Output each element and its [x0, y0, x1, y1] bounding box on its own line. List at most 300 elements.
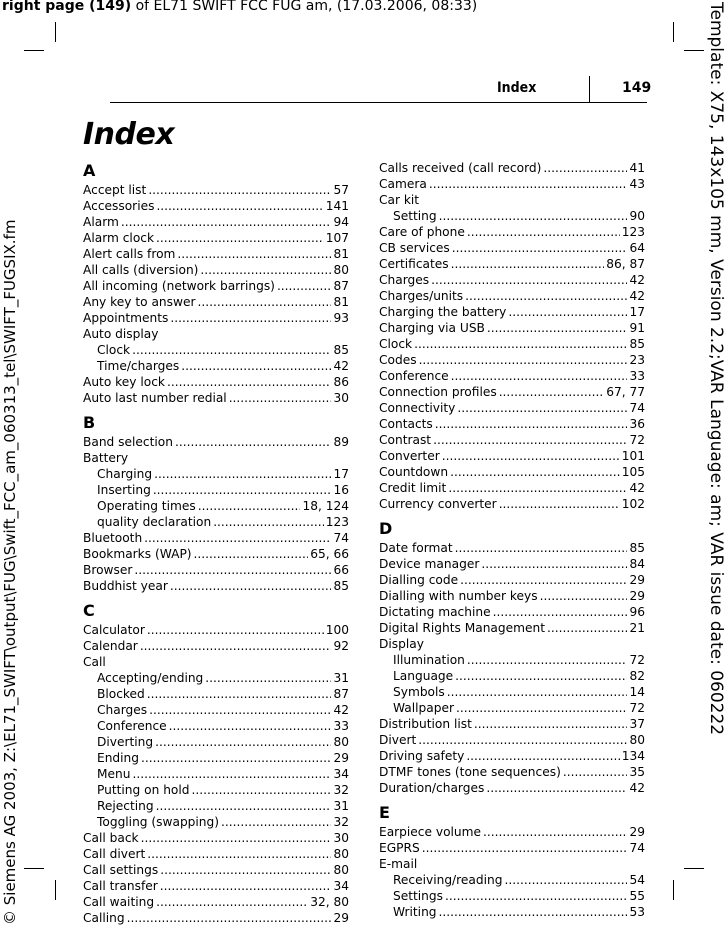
index-entry-page: 87 — [333, 279, 349, 293]
dot-leader — [192, 782, 332, 798]
index-entry — [379, 448, 645, 464]
dot-leader — [156, 894, 308, 910]
index-entry-page: 102 — [621, 497, 645, 511]
index-entry-label: Battery — [83, 451, 129, 465]
index-entry — [379, 272, 645, 288]
dot-leader — [452, 240, 628, 256]
index-entry-label: Call back — [83, 831, 139, 845]
index-entry-page: 90 — [629, 209, 645, 223]
dot-leader — [153, 482, 332, 498]
dot-leader — [127, 910, 332, 926]
dot-leader — [194, 546, 309, 562]
index-entry-label: Call divert — [83, 847, 146, 861]
index-entry — [379, 840, 645, 856]
dot-leader — [431, 272, 627, 288]
running-header — [2, 0, 477, 14]
index-entry-page: 23 — [629, 353, 645, 367]
index-subentry — [379, 668, 645, 684]
index-entry-label: Language — [393, 669, 454, 683]
dot-leader — [140, 638, 332, 654]
index-entry-label: Currency converter — [379, 497, 497, 511]
index-entry-page: 55 — [629, 889, 645, 903]
index-subentry — [83, 750, 349, 766]
dot-leader — [205, 670, 331, 686]
index-entry — [379, 304, 645, 320]
index-entry-label: Ending — [97, 751, 140, 765]
index-entry-page: 53 — [629, 905, 645, 919]
dot-leader — [144, 530, 331, 546]
index-entry-page: 85 — [333, 343, 349, 357]
dot-leader — [499, 496, 620, 512]
index-entry-label: Duration/charges — [379, 781, 485, 795]
index-entry-page: 31 — [333, 799, 349, 813]
dot-leader — [467, 652, 628, 668]
index-entry-label: Auto display — [83, 327, 159, 341]
index-subentry — [83, 734, 349, 750]
index-letter-heading: B — [83, 413, 96, 432]
index-entry — [83, 546, 349, 562]
index-entry-label: Device manager — [379, 557, 480, 571]
index-entry-label: Toggling (swapping) — [97, 815, 220, 829]
index-entry-page: 30 — [333, 391, 349, 405]
index-group-heading — [379, 636, 645, 652]
dot-leader — [200, 262, 331, 278]
index-entry-page: 31 — [333, 671, 349, 685]
dot-leader — [451, 368, 628, 384]
index-entry-label: Date format — [379, 541, 453, 555]
index-entry — [379, 716, 645, 732]
index-entry-page: 41 — [629, 161, 645, 175]
index-entry-label: Credit limit — [379, 481, 447, 495]
dot-leader — [156, 798, 332, 814]
index-entry — [83, 878, 349, 894]
index-entry — [83, 310, 349, 326]
index-entry-page: 64 — [629, 241, 645, 255]
dot-leader — [160, 878, 332, 894]
index-entry-page: 86, 87 — [606, 257, 645, 271]
index-entry-page: 29 — [629, 589, 645, 603]
index-entry-label: Charges — [379, 273, 430, 287]
index-subentry — [83, 718, 349, 734]
dot-leader — [466, 748, 619, 764]
index-entry — [83, 846, 349, 862]
index-entry-page: 80 — [333, 863, 349, 877]
index-entry — [379, 604, 645, 620]
dot-leader — [465, 288, 627, 304]
index-entry-label: Auto last number redial — [83, 391, 227, 405]
dot-leader — [213, 514, 324, 530]
index-entry-page: 80 — [629, 733, 645, 747]
index-entry — [379, 224, 645, 240]
index-subentry — [83, 514, 349, 530]
index-entry — [83, 278, 349, 294]
index-entry-page: 72 — [629, 433, 645, 447]
index-entry-label: Menu — [97, 767, 131, 781]
index-entry-page: 72 — [629, 701, 645, 715]
index-letter-heading: D — [379, 519, 393, 538]
index-entry — [83, 894, 349, 910]
index-letter-heading: C — [83, 601, 95, 620]
dot-leader — [487, 320, 628, 336]
index-entry-label: Accept list — [83, 183, 147, 197]
index-entry-label: Codes — [379, 353, 417, 367]
dot-leader — [467, 224, 620, 240]
index-entry-label: Divert — [379, 733, 417, 747]
index-entry-label: Writing — [393, 905, 437, 919]
index-entry-page: 80 — [333, 263, 349, 277]
index-entry-label: Camera — [379, 177, 427, 191]
index-entry-page: 85 — [333, 579, 349, 593]
index-entry-label: Alert calls from — [83, 247, 176, 261]
index-entry-label: Care of phone — [379, 225, 465, 239]
crop-mark — [24, 868, 44, 869]
index-entry — [83, 246, 349, 262]
dot-leader — [504, 872, 627, 888]
index-entry-label: Inserting — [97, 483, 151, 497]
dot-leader — [197, 294, 331, 310]
index-entry-page: 107 — [325, 231, 349, 245]
index-letter-heading: A — [83, 161, 96, 180]
index-entry-page: 35 — [629, 765, 645, 779]
dot-leader — [169, 718, 332, 734]
dot-leader — [147, 686, 332, 702]
index-entry-label: Band selection — [83, 435, 173, 449]
index-entry — [379, 432, 645, 448]
dot-leader — [481, 556, 627, 572]
index-entry-label: Call — [83, 655, 106, 669]
index-entry-label: Any key to answer — [83, 295, 196, 309]
index-entry-page: 123 — [325, 515, 349, 529]
index-entry-label: Symbols — [393, 685, 445, 699]
index-entry-label: Auto key lock — [83, 375, 165, 389]
header-divider — [589, 76, 590, 102]
index-entry-page: 81 — [333, 247, 349, 261]
index-entry-page: 42 — [629, 273, 645, 287]
index-entry-label: EGPRS — [379, 841, 420, 855]
index-entry-label: Accepting/ending — [97, 671, 204, 685]
running-header-file: of EL71 SWIFT FCC FUG am, — [135, 0, 333, 14]
index-entry-page: 93 — [333, 311, 349, 325]
index-entry-label: Calling — [83, 911, 125, 925]
dot-leader — [455, 668, 627, 684]
index-entry-label: Car kit — [379, 193, 420, 207]
index-entry-page: 16 — [333, 483, 349, 497]
index-entry-page: 17 — [629, 305, 645, 319]
index-entry-page: 86 — [333, 375, 349, 389]
index-subentry — [83, 702, 349, 718]
right-margin-text: Template: X75, 143x105 mm, Version 2.2;VAR Language: am; VAR issue date: 060222 — [706, 2, 726, 736]
index-entry-label: Contacts — [379, 417, 433, 431]
index-entry-page: 81 — [333, 295, 349, 309]
index-group-heading — [83, 450, 349, 466]
index-group-heading — [379, 192, 645, 208]
dot-leader — [493, 604, 628, 620]
dot-leader — [181, 358, 331, 374]
dot-leader — [147, 622, 324, 638]
index-subentry — [83, 670, 349, 686]
index-entry-label: Calls received (call record) — [379, 161, 542, 175]
index-entry-page: 29 — [629, 825, 645, 839]
index-entry — [83, 374, 349, 390]
index-entry — [379, 732, 645, 748]
index-entry-page: 94 — [333, 215, 349, 229]
dot-leader — [147, 846, 331, 862]
index-entry-label: Connection profiles — [379, 385, 497, 399]
dot-leader — [563, 764, 628, 780]
dot-leader — [447, 684, 628, 700]
index-entry-page: 29 — [629, 573, 645, 587]
index-entry-page: 33 — [333, 719, 349, 733]
index-entry-page: 42 — [629, 781, 645, 795]
dot-leader — [160, 862, 331, 878]
index-entry — [379, 620, 645, 636]
index-entry-label: E-mail — [379, 857, 418, 871]
dot-leader — [132, 766, 331, 782]
header-section-title: Index — [497, 80, 537, 96]
index-entry — [83, 230, 349, 246]
dot-leader — [175, 434, 332, 450]
dot-leader — [547, 620, 627, 636]
index-entry — [83, 562, 349, 578]
index-subentry — [379, 888, 645, 904]
index-entry-page: 141 — [325, 199, 349, 213]
index-entry-page: 21 — [629, 621, 645, 635]
index-entry-page: 30 — [333, 831, 349, 845]
index-entry-page: 42 — [333, 359, 349, 373]
index-entry-page: 82 — [629, 669, 645, 683]
index-entry-page: 37 — [629, 717, 645, 731]
index-entry-page: 18, 124 — [302, 499, 349, 513]
index-group-heading — [83, 654, 349, 670]
index-entry — [83, 182, 349, 198]
index-entry-label: All calls (diversion) — [83, 263, 199, 277]
dot-leader — [149, 702, 331, 718]
dot-leader — [439, 208, 628, 224]
crop-mark — [673, 22, 674, 42]
dot-leader — [170, 310, 331, 326]
index-entry-page: 57 — [333, 183, 349, 197]
index-entry-page: 34 — [333, 879, 349, 893]
index-entry-page: 74 — [333, 531, 349, 545]
crop-mark — [684, 50, 704, 51]
index-entry-page: 92 — [333, 639, 349, 653]
index-entry-label: Dialling code — [379, 573, 459, 587]
dot-leader — [132, 342, 331, 358]
index-entry — [379, 480, 645, 496]
dot-leader — [442, 448, 620, 464]
dot-leader — [451, 256, 605, 272]
index-entry-page: 101 — [621, 449, 645, 463]
index-entry-label: Browser — [83, 563, 133, 577]
dot-leader — [474, 716, 628, 732]
index-entry-label: Distribution list — [379, 717, 472, 731]
index-group-heading — [83, 326, 349, 342]
index-entry — [83, 214, 349, 230]
index-entry-label: Clock — [97, 343, 131, 357]
index-entry-page: 84 — [629, 557, 645, 571]
left-margin-text: © Siemens AG 2003, Z:\EL71_SWIFT\output\FUG\Swift_FCC_am_060313_tel\SWIFT_FUGSIX.fm — [1, 219, 19, 925]
index-entry-label: Wallpaper — [393, 701, 454, 715]
index-entry-label: Certificates — [379, 257, 449, 271]
index-entry-page: 105 — [621, 465, 645, 479]
dot-leader — [543, 160, 627, 176]
dot-leader — [156, 198, 323, 214]
running-header-prefix: right page (149) — [2, 0, 132, 14]
index-entry-label: Calendar — [83, 639, 138, 653]
index-entry-label: Charges/units — [379, 289, 464, 303]
index-entry-page: 65, 66 — [310, 547, 349, 561]
dot-leader — [419, 352, 628, 368]
dot-leader — [414, 336, 627, 352]
index-entry-page: 36 — [629, 417, 645, 431]
index-entry — [83, 198, 349, 214]
index-entry — [379, 288, 645, 304]
index-entry — [83, 434, 349, 450]
dot-leader — [141, 830, 332, 846]
index-entry-page: 74 — [629, 841, 645, 855]
index-entry-label: Settings — [393, 889, 443, 903]
index-entry-label: Receiving/reading — [393, 873, 503, 887]
index-subentry — [83, 798, 349, 814]
index-entry-label: DTMF tones (tone sequences) — [379, 765, 561, 779]
index-entry — [379, 256, 645, 272]
index-entry-label: Putting on hold — [97, 783, 190, 797]
index-entry — [379, 764, 645, 780]
index-entry-label: Appointments — [83, 311, 169, 325]
index-entry-label: Conference — [379, 369, 449, 383]
index-entry-page: 91 — [629, 321, 645, 335]
index-subentry — [83, 466, 349, 482]
dot-leader — [457, 400, 627, 416]
dot-leader — [177, 246, 331, 262]
index-subentry — [379, 700, 645, 716]
index-entry-page: 42 — [629, 289, 645, 303]
index-subentry — [83, 498, 349, 514]
crop-mark — [684, 868, 704, 869]
index-entry — [379, 540, 645, 556]
index-subentry — [83, 342, 349, 358]
index-entry — [379, 780, 645, 796]
index-entry — [83, 530, 349, 546]
dot-leader — [439, 904, 628, 920]
dot-leader — [156, 230, 324, 246]
index-entry-page: 34 — [333, 767, 349, 781]
index-entry — [379, 384, 645, 400]
index-entry-label: Conference — [97, 719, 167, 733]
index-entry-label: Bluetooth — [83, 531, 143, 545]
index-entry-label: Converter — [379, 449, 440, 463]
index-subentry — [83, 782, 349, 798]
index-entry-label: Setting — [393, 209, 437, 223]
dot-leader — [198, 498, 301, 514]
index-entry-label: Call transfer — [83, 879, 158, 893]
dot-leader — [141, 750, 331, 766]
index-entry-label: Clock — [379, 337, 413, 351]
index-entry-page: 80 — [333, 735, 349, 749]
dot-leader — [540, 588, 628, 604]
header-rule — [110, 102, 647, 103]
index-subentry — [379, 904, 645, 920]
page-title: Index — [83, 117, 175, 152]
index-entry-page: 134 — [621, 749, 645, 763]
dot-leader — [154, 466, 331, 482]
index-entry — [83, 622, 349, 638]
index-entry-label: Alarm clock — [83, 231, 155, 245]
index-entry — [379, 368, 645, 384]
index-entry-page: 43 — [629, 177, 645, 191]
index-entry-page: 67, 77 — [606, 385, 645, 399]
dot-leader — [148, 182, 331, 198]
index-entry — [379, 240, 645, 256]
index-subentry — [83, 358, 349, 374]
dot-leader — [170, 578, 332, 594]
dot-leader — [277, 278, 332, 294]
index-entry-page: 32, 80 — [310, 895, 349, 909]
index-entry-page: 74 — [629, 401, 645, 415]
index-entry-label: Charging via USB — [379, 321, 485, 335]
index-entry — [379, 336, 645, 352]
index-entry-label: Illumination — [393, 653, 465, 667]
index-entry-page: 17 — [333, 467, 349, 481]
index-subentry — [83, 814, 349, 830]
index-entry-label: Time/charges — [97, 359, 180, 373]
index-entry-page: 89 — [333, 435, 349, 449]
dot-leader — [422, 840, 628, 856]
index-entry — [83, 262, 349, 278]
index-entry-label: Charging — [97, 467, 153, 481]
dot-leader — [455, 540, 628, 556]
index-entry — [379, 352, 645, 368]
dot-leader — [499, 384, 605, 400]
index-entry — [83, 638, 349, 654]
index-entry — [379, 176, 645, 192]
dot-leader — [456, 700, 628, 716]
index-column-left — [83, 160, 349, 926]
dot-leader — [167, 374, 332, 390]
index-entry-label: Buddhist year — [83, 579, 168, 593]
index-entry-page: 54 — [629, 873, 645, 887]
index-entry-label: Operating times — [97, 499, 196, 513]
index-entry — [379, 588, 645, 604]
index-entry-label: Blocked — [97, 687, 145, 701]
dot-leader — [155, 734, 331, 750]
index-entry-page: 80 — [333, 847, 349, 861]
index-entry-label: Alarm — [83, 215, 119, 229]
index-entry — [379, 556, 645, 572]
index-entry-page: 96 — [629, 605, 645, 619]
index-letter-heading: E — [379, 803, 390, 822]
index-entry-label: Countdown — [379, 465, 449, 479]
index-entry — [379, 496, 645, 512]
index-entry-page: 72 — [629, 653, 645, 667]
index-entry-page: 14 — [629, 685, 645, 699]
index-entry — [379, 320, 645, 336]
index-entry-label: Dialling with number keys — [379, 589, 538, 603]
index-entry-label: Display — [379, 637, 424, 651]
index-subentry — [83, 766, 349, 782]
index-entry-page: 42 — [629, 481, 645, 495]
dot-leader — [448, 480, 627, 496]
index-entry-label: Diverting — [97, 735, 154, 749]
index-entry-page: 85 — [629, 541, 645, 555]
index-entry-label: Accessories — [83, 199, 155, 213]
index-entry-page: 66 — [333, 563, 349, 577]
index-entry-page: 42 — [333, 703, 349, 717]
index-entry-label: Earpiece volume — [379, 825, 482, 839]
index-entry-label: Dictating machine — [379, 605, 491, 619]
dot-leader — [450, 464, 620, 480]
index-entry — [379, 824, 645, 840]
